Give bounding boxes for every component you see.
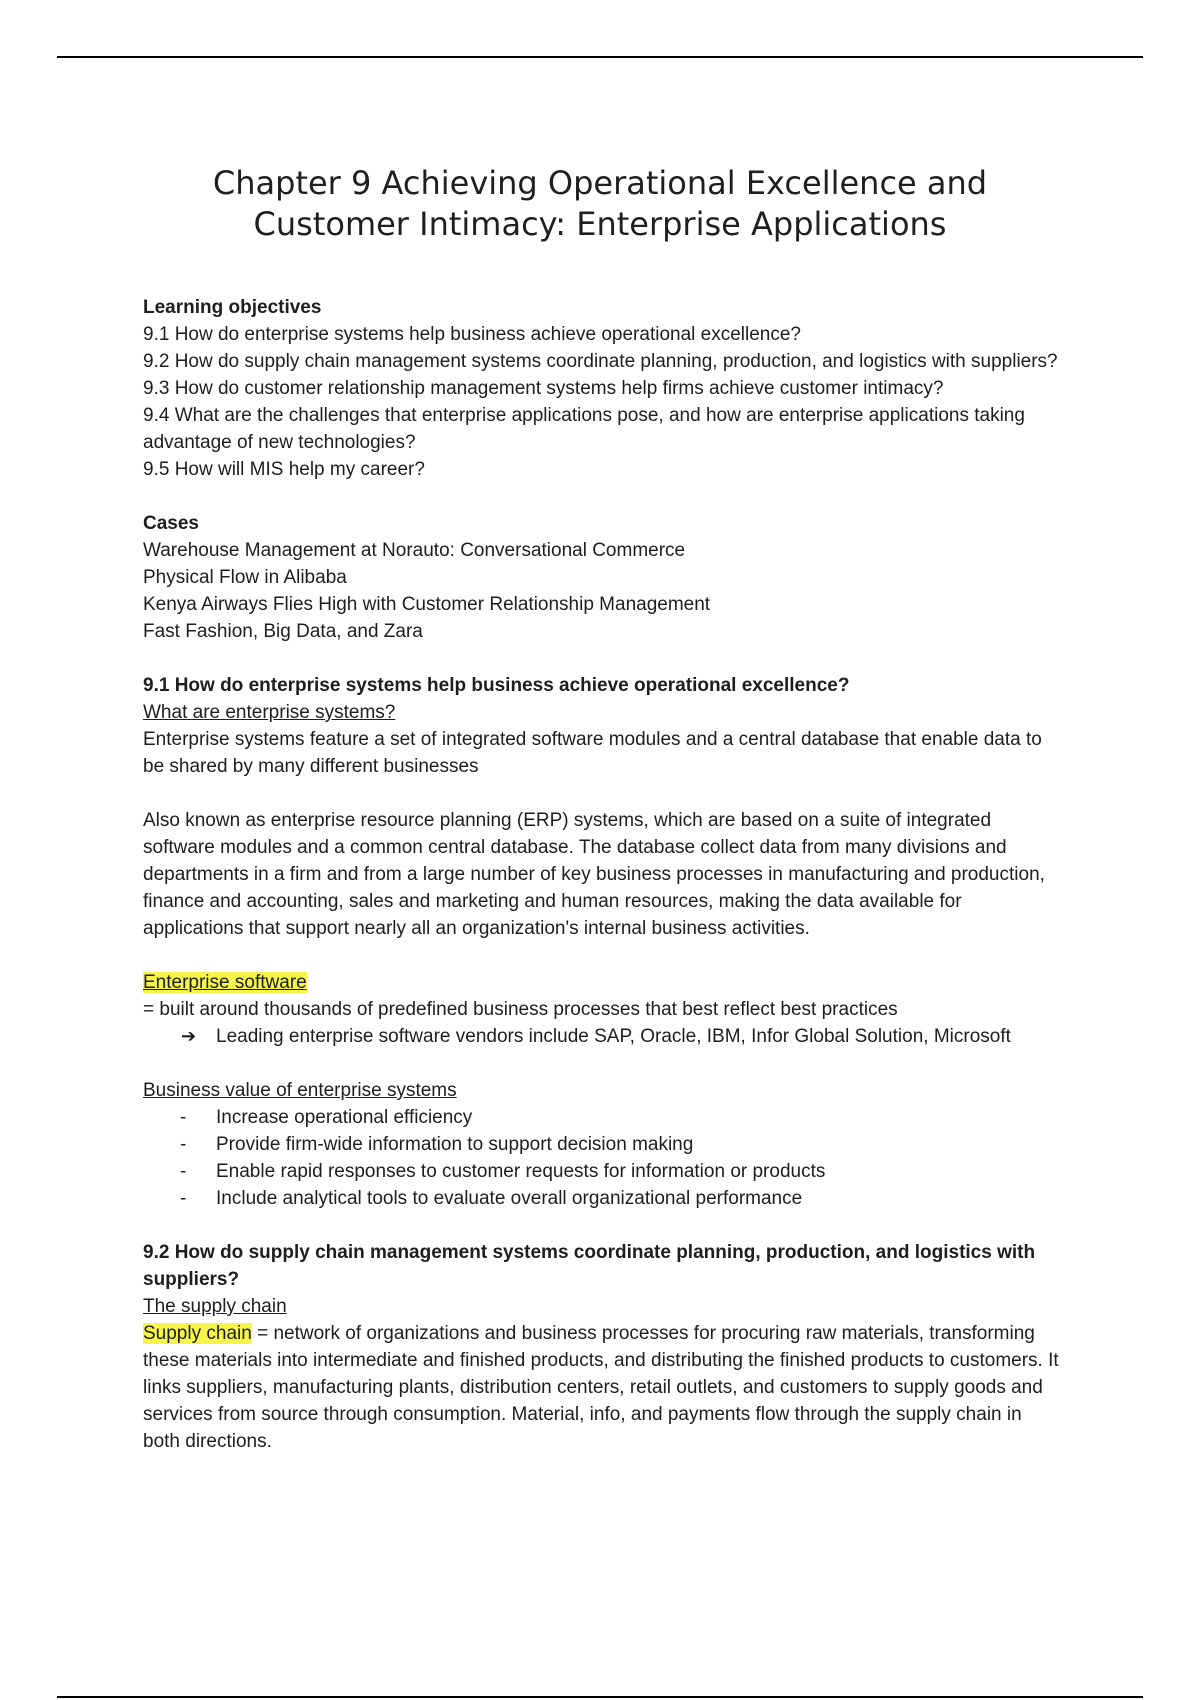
header-rule (57, 56, 1143, 58)
list-item (143, 1185, 1063, 1212)
page-title (100, 163, 1100, 245)
case-item: Warehouse Management at Norauto: Conversational Commerce (143, 540, 686, 561)
supply-chain-definition: = network of organizations and business processes for procuring raw materials, transforming these materials into intermediate and finished products, and distributing the finished products to customers. It links suppliers, manufacturing plants, distribution centers, retail outlets, and customers to supply goods and services from source through consumption. Material, info, and payments flow through the supply chain in both directions. (143, 1323, 1059, 1452)
learning-objective-item: 9.4 What are the challenges that enterprise applications pose, and how are enterprise applications taking advantage of new technologies? (143, 405, 1025, 453)
footer-rule (57, 1696, 1143, 1698)
section-9-2-heading: 9.2 How do supply chain management systems coordinate planning, production, and logistics with suppliers? (143, 1242, 1036, 1290)
case-item: Physical Flow in Alibaba (143, 567, 347, 588)
arrow-icon: ➔ (181, 1026, 197, 1046)
business-value-item: Provide firm-wide information to support decision making (216, 1134, 694, 1155)
business-value-item: Enable rapid responses to customer requests for information or products (216, 1161, 826, 1182)
cases-heading: Cases (143, 513, 199, 534)
supply-chain-term: Supply chain (143, 1323, 252, 1344)
dash-bullet: - (180, 1107, 187, 1128)
title-line-2: Customer Intimacy: Enterprise Applications (253, 205, 947, 243)
case-item: Kenya Airways Flies High with Customer Relationship Management (143, 594, 711, 615)
case-item: Fast Fashion, Big Data, and Zara (143, 621, 423, 642)
learning-objective-item: 9.5 How will MIS help my career? (143, 459, 425, 480)
dash-bullet: - (180, 1188, 187, 1209)
business-value-item: Increase operational efficiency (216, 1107, 473, 1128)
dash-bullet: - (180, 1161, 187, 1182)
learning-objectives-heading: Learning objectives (143, 297, 322, 318)
erp-paragraph: Also known as enterprise resource planning (ERP) systems, which are based on a suite of integrated software modules and a common central database. The database collect data from many divisions and departments in a firm and from a large number of key business processes in manufacturing and production, finance and accounting, sales and marketing and human resources, making the data available for applications that support nearly all an organization's internal business activities. (143, 810, 1045, 939)
list-item (143, 1104, 1063, 1131)
section-9-1-heading: 9.1 How do enterprise systems help business achieve operational excellence? (143, 675, 850, 696)
supply-chain-subheading: The supply chain (143, 1296, 287, 1317)
supply-chain-paragraph (143, 1320, 1063, 1455)
business-value-subheading: Business value of enterprise systems (143, 1080, 457, 1101)
learning-objective-item: 9.3 How do customer relationship management systems help firms achieve customer intimacy? (143, 378, 944, 399)
learning-objective-item: 9.2 How do supply chain management systems coordinate planning, production, and logistics with suppliers? (143, 351, 1058, 372)
enterprise-software-term: Enterprise software (143, 972, 307, 993)
learning-objective-item: 9.1 How do enterprise systems help business achieve operational excellence? (143, 324, 801, 345)
dash-bullet: - (180, 1134, 187, 1155)
vendors-text: Leading enterprise software vendors include SAP, Oracle, IBM, Infor Global Solution, Microsoft (216, 1026, 1011, 1047)
list-item (143, 1158, 1063, 1185)
title-line-1: Chapter 9 Achieving Operational Excellence and (212, 164, 988, 202)
list-item (143, 1131, 1063, 1158)
enterprise-systems-subheading: What are enterprise systems? (143, 702, 396, 723)
enterprise-software-definition: = built around thousands of predefined business processes that best reflect best practices (143, 999, 898, 1020)
business-value-item: Include analytical tools to evaluate overall organizational performance (216, 1188, 803, 1209)
document-body (143, 294, 1063, 1455)
vendors-bullet (143, 1023, 1063, 1050)
enterprise-systems-paragraph: Enterprise systems feature a set of integrated software modules and a central database that enable data to be shared by many different businesses (143, 729, 1042, 777)
